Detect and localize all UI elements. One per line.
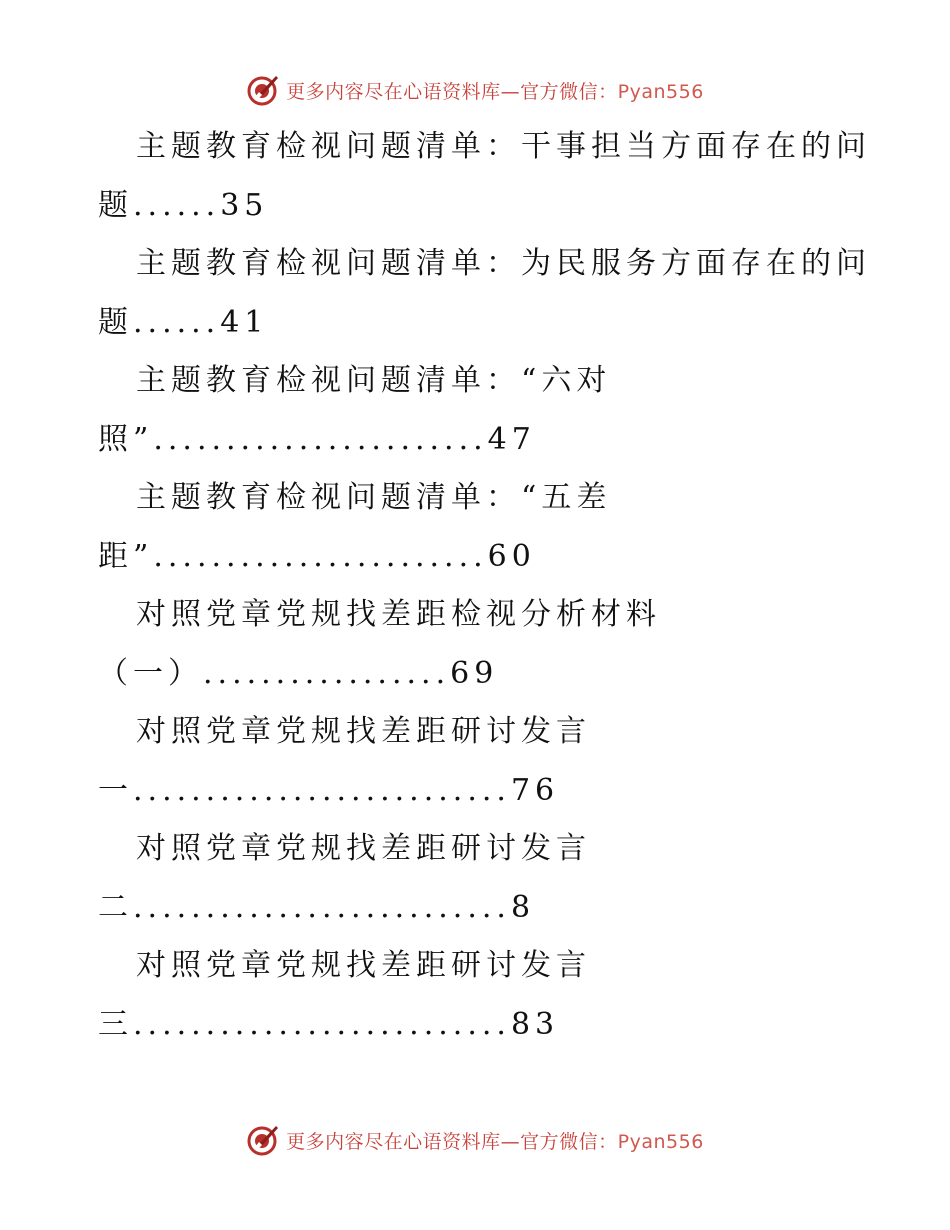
toc-entry[interactable] <box>0 235 950 352</box>
header-wechat-handle: Pyan556 <box>617 80 704 103</box>
header-banner <box>0 70 950 110</box>
toc-entry-page: （一）.................69 <box>98 655 499 691</box>
header-banner-text: 更多内容尽在心语资料库—官方微信：Pyan556 <box>286 80 704 103</box>
toc-entry-title: 主题教育检视问题清单：为民服务方面存在的问 <box>136 246 871 281</box>
toc-entry-page: 二..........................8 <box>98 889 536 925</box>
toc-entry-title: 主题教育检视问题清单：“六对 <box>136 363 612 398</box>
toc-entry[interactable] <box>0 937 950 1054</box>
toc-entry[interactable] <box>0 352 950 469</box>
quill-seal-icon <box>246 73 280 107</box>
footer-banner-text: 更多内容尽在心语资料库—官方微信：Pyan556 <box>286 1130 704 1153</box>
toc-entry-title: 主题教育检视问题清单：干事担当方面存在的问 <box>136 129 871 164</box>
table-of-contents <box>0 118 950 1054</box>
toc-entry-title: 对照党章党规找差距检视分析材料 <box>136 597 661 632</box>
toc-entry[interactable] <box>0 118 950 235</box>
toc-entry-page: 题......35 <box>98 187 269 223</box>
toc-entry-page: 一..........................76 <box>98 772 560 808</box>
toc-entry-page: 题......41 <box>98 304 269 340</box>
toc-entry-page: 三..........................83 <box>98 1006 560 1042</box>
toc-entry[interactable] <box>0 703 950 820</box>
toc-entry-title: 主题教育检视问题清单：“五差 <box>136 480 612 515</box>
toc-entry-title: 对照党章党规找差距研讨发言 <box>136 831 591 866</box>
toc-entry[interactable] <box>0 469 950 586</box>
toc-entry[interactable] <box>0 820 950 937</box>
toc-entry-title: 对照党章党规找差距研讨发言 <box>136 714 591 749</box>
toc-entry-page: 距”.......................60 <box>98 538 536 574</box>
toc-entry[interactable] <box>0 586 950 703</box>
footer-banner <box>0 1120 950 1160</box>
footer-wechat-handle: Pyan556 <box>617 1130 704 1153</box>
toc-entry-page: 照”.......................47 <box>98 421 536 457</box>
toc-entry-title: 对照党章党规找差距研讨发言 <box>136 948 591 983</box>
quill-seal-icon <box>246 1123 280 1157</box>
